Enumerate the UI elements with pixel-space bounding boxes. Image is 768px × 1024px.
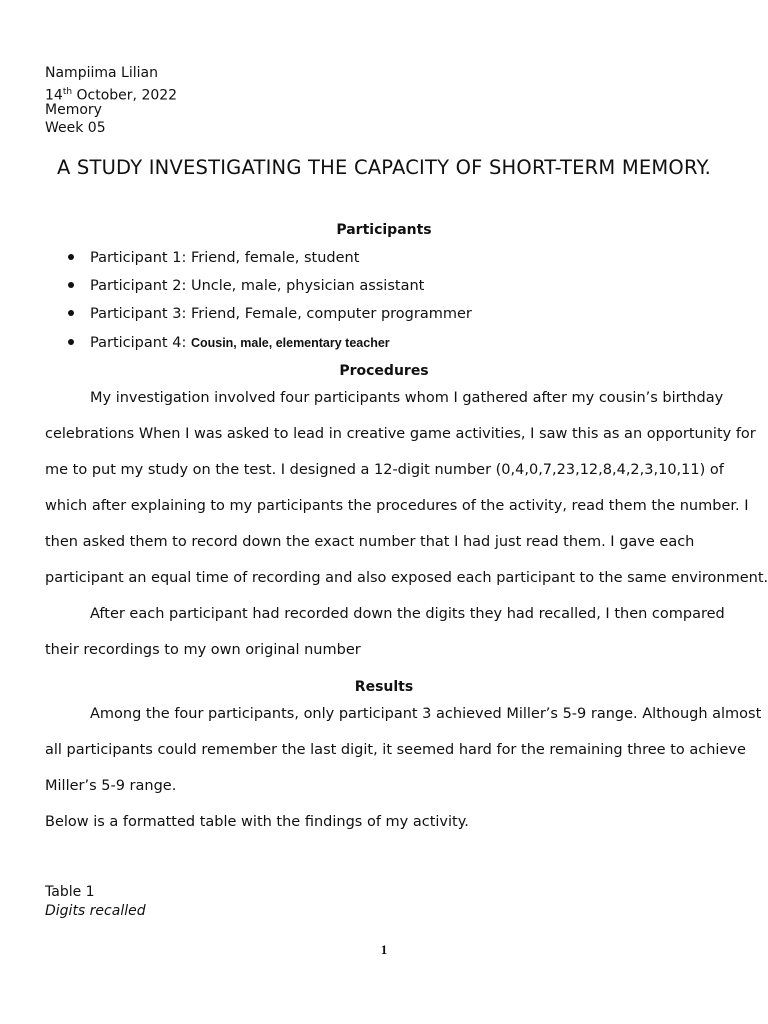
procedures-line: After each participant had recorded down the digits they had recalled, I then compared (90, 606, 725, 622)
page-number: 1 (380, 942, 388, 957)
bullet-icon (68, 339, 74, 345)
procedures-heading: Procedures (339, 363, 429, 379)
participant-item (68, 278, 424, 294)
procedures-line: me to put my study on the test. I designed a 12-digit number (0,4,0,7,23,12,8,4,2,3,10,11) of (45, 462, 724, 478)
bullet-icon (68, 282, 74, 288)
table-number: Table 1 (45, 884, 95, 900)
participant-item (68, 306, 472, 322)
participant-text: Friend, Female, computer programmer (190, 306, 472, 322)
procedures-line: their recordings to my own original number (45, 642, 361, 658)
date-day: 14 (45, 87, 63, 104)
procedures-line: which after explaining to my participants the procedures of the activity, read them the number. I (45, 498, 749, 514)
participant-label: Participant 3: (90, 306, 191, 322)
week-label: Week 05 (45, 120, 106, 136)
participants-heading: Participants (336, 222, 432, 238)
results-line: Miller’s 5-9 range. (45, 778, 177, 794)
procedures-line: then asked them to record down the exact number that I had just read them. I gave each (45, 534, 695, 550)
bullet-icon (68, 254, 74, 260)
participant-text: Cousin, male, elementary teacher (190, 336, 390, 350)
participant-text: Friend, female, student (190, 250, 360, 266)
procedures-line: My investigation involved four participants whom I gathered after my cousin’s birthday (90, 390, 724, 406)
participant-item (68, 250, 359, 266)
author-name: Nampiima Lilian (45, 65, 158, 81)
table-title: Digits recalled (45, 903, 146, 919)
date-ordinal: th (62, 87, 73, 97)
document-title: A STUDY INVESTIGATING THE CAPACITY OF SHORT-TERM MEMORY. (56, 156, 712, 179)
results-line: Below is a formatted table with the findings of my activity. (45, 814, 469, 830)
participant-label: Participant 2: (90, 278, 191, 294)
participant-label: Participant 4: (90, 335, 191, 351)
results-line: Among the four participants, only participant 3 achieved Miller’s 5-9 range. Although almost (90, 706, 762, 722)
procedures-line: celebrations When I was asked to lead in creative game activities, I saw this as an opportunity for (45, 426, 756, 442)
participant-text: Uncle, male, physician assistant (190, 278, 425, 294)
course-name: Memory (45, 102, 102, 118)
procedures-line: participant an equal time of recording and also exposed each participant to the same environment. (45, 570, 768, 586)
bullet-icon (68, 310, 74, 316)
results-heading: Results (354, 679, 414, 695)
date-rest: October, 2022 (72, 87, 178, 104)
participant-item (68, 335, 390, 351)
participant-label: Participant 1: (90, 250, 191, 266)
results-line: all participants could remember the last digit, it seemed hard for the remaining three to achieve (45, 742, 746, 758)
